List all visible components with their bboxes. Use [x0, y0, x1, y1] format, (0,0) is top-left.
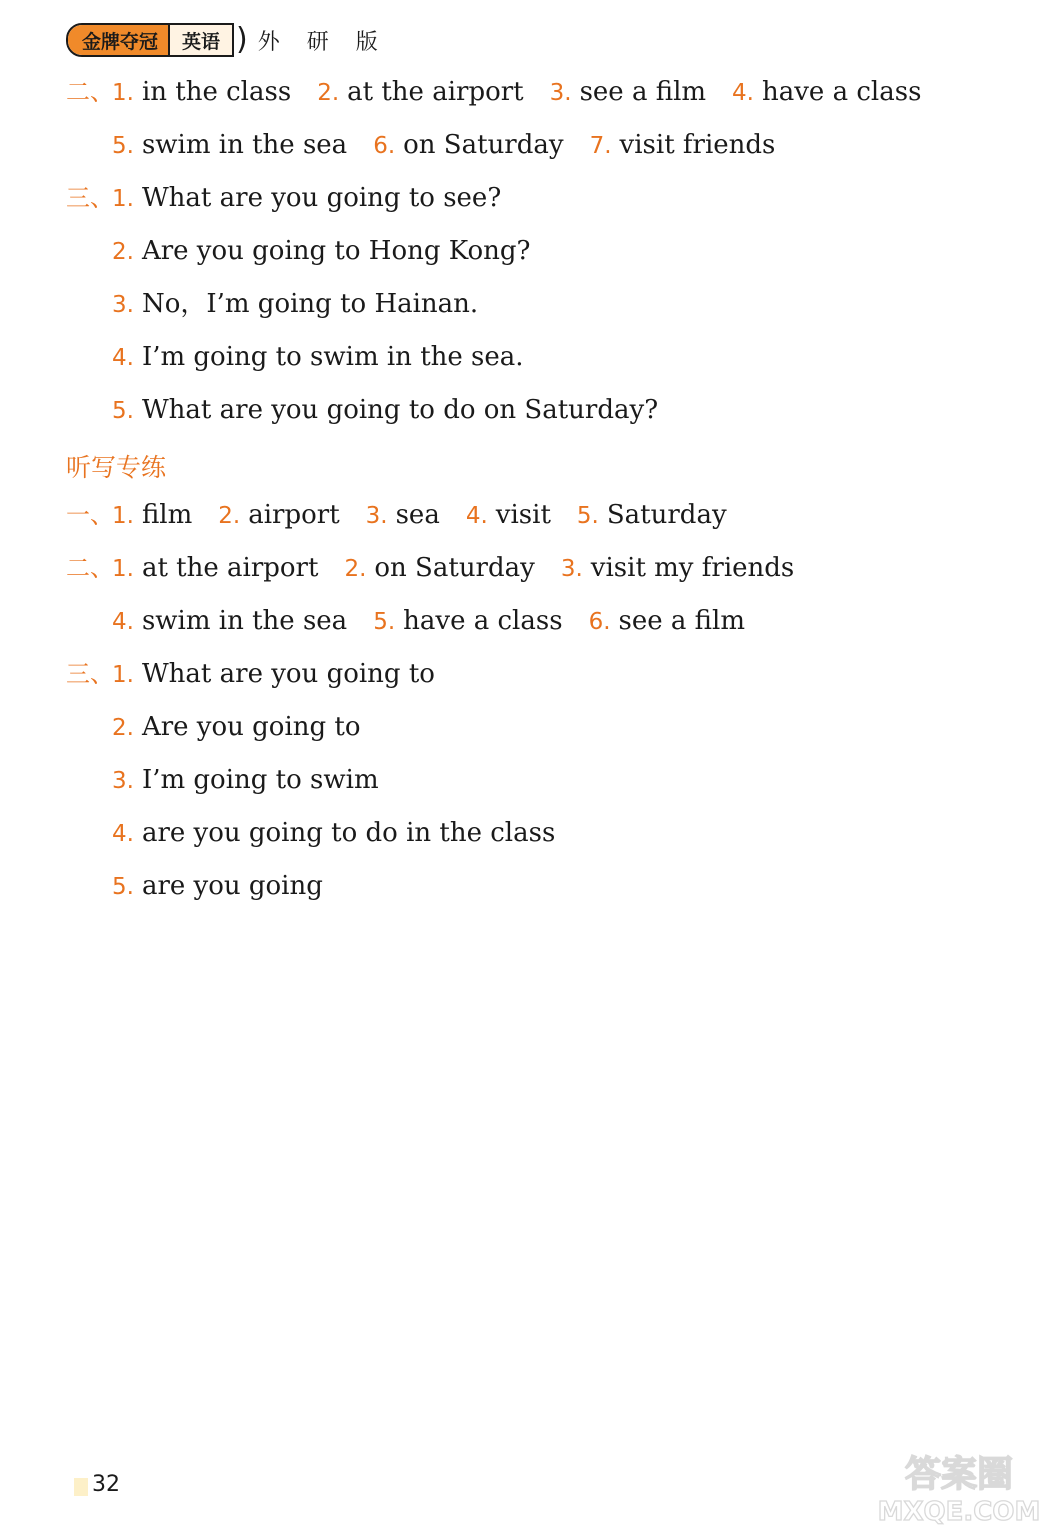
answer-text: Are you going to Hong Kong?	[141, 236, 531, 266]
answer-row	[66, 815, 581, 851]
answer-item	[112, 339, 524, 376]
item-number: 2.	[112, 239, 134, 265]
answer-item	[112, 497, 192, 534]
answer-item	[112, 127, 347, 164]
section-label: 二、	[66, 554, 114, 582]
watermark-logo	[869, 1446, 1049, 1528]
answer-item	[550, 74, 706, 111]
answer-row	[66, 497, 753, 533]
item-number: 6.	[373, 133, 396, 159]
answer-item	[112, 656, 435, 693]
edition-label: 外 研 版	[257, 29, 388, 55]
answer-text: see a film	[618, 606, 745, 636]
item-number: 1.	[112, 662, 134, 688]
item-number: 3.	[560, 556, 583, 582]
item-number: 5.	[112, 133, 134, 159]
answer-item	[366, 497, 440, 534]
item-number: 1.	[112, 186, 134, 212]
answer-text: swim in the sea	[141, 130, 348, 160]
answer-item	[112, 180, 501, 217]
answer-row	[66, 392, 684, 428]
section-label: 一、	[66, 501, 114, 529]
answer-text: see a film	[579, 77, 707, 107]
answer-item	[466, 497, 551, 534]
answer-row	[66, 868, 349, 904]
item-number: 4.	[112, 609, 134, 635]
item-number: 3.	[365, 503, 388, 529]
answer-item	[317, 74, 523, 111]
section-label: 三、	[66, 660, 114, 688]
answer-row	[66, 127, 801, 163]
answer-text: swim in the sea	[141, 606, 348, 636]
answer-text: airport	[248, 500, 340, 530]
answer-text: sea	[395, 500, 440, 530]
answer-item	[112, 868, 323, 905]
answer-item	[112, 392, 658, 429]
answer-item	[732, 74, 921, 111]
answer-row	[66, 286, 504, 322]
answer-row	[66, 233, 556, 269]
brand-badge	[66, 23, 234, 57]
item-number: 5.	[112, 874, 134, 900]
section-label: 二、	[66, 78, 114, 106]
section-label: 三、	[66, 184, 114, 212]
item-number: 2.	[218, 503, 241, 529]
item-number: 4.	[465, 503, 488, 529]
item-number: 7.	[589, 133, 612, 159]
answer-item	[112, 74, 291, 111]
item-number: 2.	[317, 80, 340, 106]
item-number: 4.	[112, 345, 134, 371]
answer-item	[112, 815, 555, 852]
answer-text: in the class	[141, 77, 292, 107]
page-number: 32	[92, 1472, 120, 1497]
answer-item	[218, 497, 339, 534]
answer-row	[66, 74, 947, 110]
section-title: 听写专练	[66, 453, 167, 482]
answer-text: at the airport	[347, 77, 524, 107]
answer-text: on Saturday	[374, 553, 535, 583]
subject-label: 英语	[168, 25, 232, 55]
page-marker-decoration	[74, 1478, 88, 1496]
answer-text: Are you going to	[141, 712, 361, 742]
answer-text: visit friends	[619, 130, 776, 160]
answer-row	[66, 339, 550, 375]
item-number: 5.	[576, 503, 599, 529]
answer-text: at the airport	[141, 553, 319, 583]
answer-text: I’m going to swim	[141, 765, 379, 795]
answer-text: I’m going to swim in the sea.	[141, 342, 524, 372]
answer-row	[66, 550, 820, 586]
answer-text: film	[141, 500, 193, 530]
page-header	[66, 24, 388, 56]
answer-text: What are you going to see?	[141, 183, 502, 213]
answer-row	[66, 180, 527, 216]
item-number: 4.	[112, 821, 134, 847]
answer-item	[112, 603, 347, 640]
answer-item	[112, 762, 379, 799]
item-number: 1.	[112, 503, 134, 529]
item-number: 3.	[112, 292, 134, 318]
answer-row	[66, 656, 461, 692]
item-number: 3.	[112, 768, 134, 794]
answer-row	[66, 603, 771, 639]
item-number: 2.	[344, 556, 367, 582]
answer-item	[561, 550, 794, 587]
answer-text: No，I’m going to Hainan.	[141, 289, 479, 319]
answer-row	[66, 709, 387, 745]
item-number: 3.	[549, 80, 572, 106]
item-number: 1.	[112, 556, 134, 582]
answer-row	[66, 762, 405, 798]
answer-item	[112, 550, 318, 587]
item-number: 5.	[112, 398, 134, 424]
answer-item	[577, 497, 727, 534]
answer-text: are you going	[141, 871, 323, 901]
answer-text: have a class	[762, 77, 922, 107]
item-number: 4.	[732, 80, 754, 106]
item-number: 6.	[588, 609, 611, 635]
answer-text: visit my friends	[590, 553, 795, 583]
answer-item	[112, 709, 361, 746]
item-number: 5.	[373, 609, 396, 635]
answer-text: have a class	[403, 606, 563, 636]
answer-item	[373, 603, 562, 640]
watermark-text-top: 答案圈	[904, 1454, 1014, 1495]
answer-item	[590, 127, 776, 164]
bracket-decoration: )	[236, 22, 248, 57]
answer-item	[112, 286, 478, 323]
answer-item	[112, 233, 530, 270]
answer-item	[589, 603, 745, 640]
item-number: 2.	[112, 715, 134, 741]
answer-text: are you going to do in the class	[141, 818, 556, 848]
brand-name: 金牌夺冠	[68, 25, 168, 55]
answer-item	[344, 550, 534, 587]
answer-text: What are you going to do on Saturday?	[141, 395, 659, 425]
watermark-text-bottom: MXQE.COM	[877, 1497, 1041, 1527]
answer-text: Saturday	[606, 500, 727, 530]
answer-text: What are you going to	[141, 659, 435, 689]
answer-text: visit	[495, 500, 551, 530]
item-number: 1.	[112, 80, 134, 106]
answer-text: on Saturday	[403, 130, 564, 160]
answer-item	[373, 127, 563, 164]
